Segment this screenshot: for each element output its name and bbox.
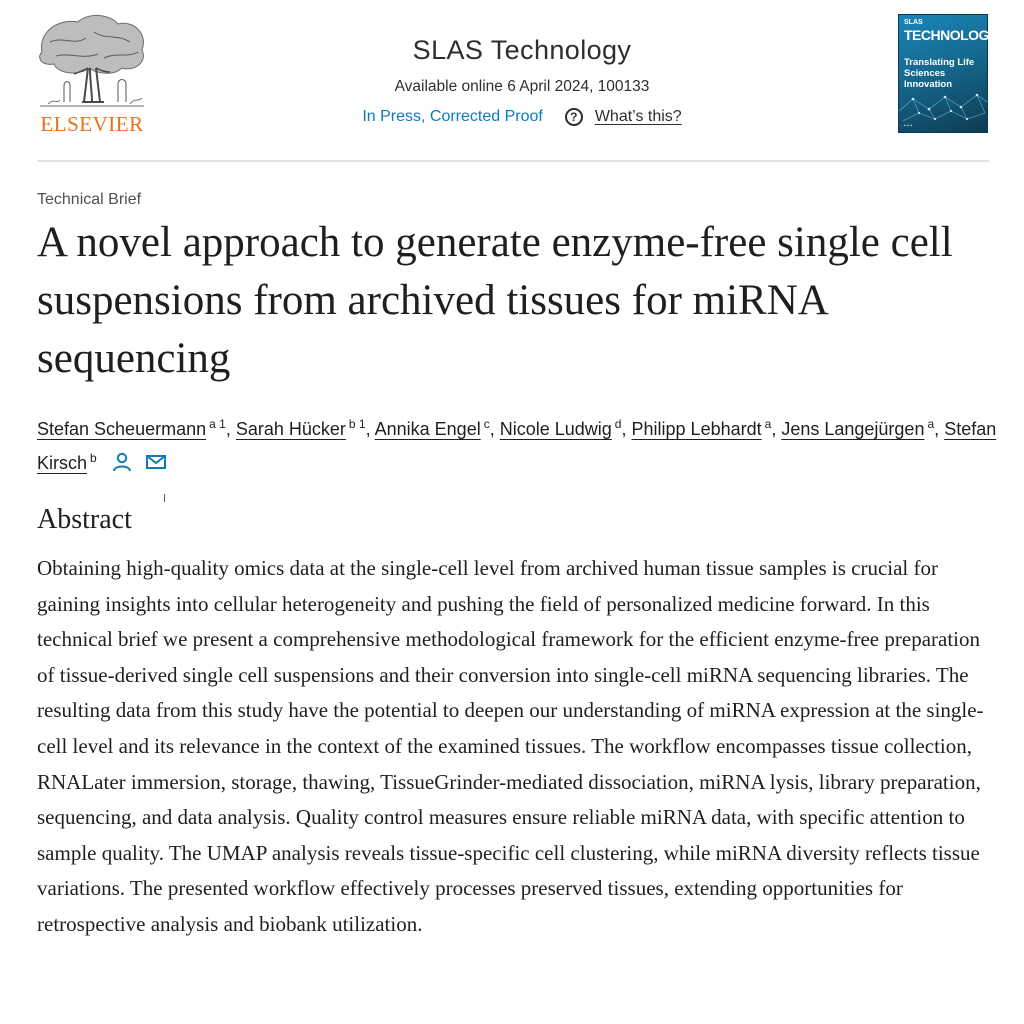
journal-title[interactable]: SLAS Technology	[412, 35, 632, 65]
person-icon[interactable]	[111, 451, 133, 473]
author-affiliation-marker: b 1	[348, 417, 366, 431]
author-contact-icons	[111, 451, 167, 473]
author-separator: ,	[225, 419, 231, 439]
text-cursor-mark	[164, 494, 165, 502]
author-affiliation-marker: a	[927, 417, 935, 431]
author-entry	[236, 419, 371, 439]
author-separator: ,	[621, 419, 627, 439]
author-name-link[interactable]: Jens Langejürgen	[781, 419, 925, 439]
author-separator: ,	[934, 419, 940, 439]
envelope-icon[interactable]	[145, 453, 167, 471]
author-entry	[375, 419, 495, 439]
author-entry	[632, 419, 777, 439]
author-affiliation-marker: a	[764, 417, 772, 431]
header-divider	[37, 160, 989, 162]
author-affiliation-marker: a 1	[209, 417, 226, 431]
author-name-link[interactable]: Nicole Ludwig	[499, 419, 612, 439]
in-press-link[interactable]: In Press, Corrected Proof	[362, 108, 543, 125]
article-type: Technical Brief	[37, 191, 142, 208]
abstract-heading: Abstract	[37, 504, 132, 535]
cover-brand: SLAS	[904, 19, 923, 26]
cover-footer-marks: ▪ ▪ ▪	[904, 123, 913, 129]
article-header	[0, 0, 1024, 162]
help-circle-icon[interactable]: ?	[565, 108, 583, 126]
author-separator: ,	[489, 419, 495, 439]
author-affiliation-marker: d	[614, 417, 622, 431]
author-name-link[interactable]: Sarah Hücker	[235, 419, 346, 439]
article-status	[262, 106, 782, 128]
author-entry	[781, 419, 939, 439]
author-separator: ,	[365, 419, 371, 439]
author-name-link[interactable]: Stefan Kirsch	[37, 419, 997, 473]
elsevier-tree-logo	[34, 12, 150, 110]
author-separator: ,	[771, 419, 777, 439]
elsevier-wordmark: ELSEVIER	[40, 112, 144, 136]
author-name-link[interactable]: Stefan Scheuermann	[37, 419, 207, 439]
journal-cover-image[interactable]	[898, 14, 998, 133]
cover-journal-name: TECHNOLOGY	[904, 27, 998, 43]
whats-this-link[interactable]: What’s this?	[594, 108, 682, 125]
author-entry	[37, 419, 231, 439]
elsevier-logo[interactable]	[34, 12, 150, 138]
availability-date: Available online 6 April 2024, 100133	[394, 78, 650, 95]
author-list	[37, 412, 997, 480]
author-name-link[interactable]: Philipp Lebhardt	[631, 419, 762, 439]
abstract-body: Obtaining high-quality omics data at the single-cell level from archived human tissue samples is crucial for gaining insights into cellular heterogeneity and pushing the field of personalized medicine forward. In this technical brief we present a comprehensive methodological framework for the efficient enzyme-free preparation of tissue-derived single cell suspensions and their conversion into single-cell miRNA sequencing libraries. The resulting data from this study have the potential to deepen our understanding of miRNA expression at the single-cell level and its relevance in the context of the examined tissues. The workflow encompasses tissue collection, RNALater immersion, storage, thawing, TissueGrinder-mediated dissociation, miRNA lysis, library preparation, sequencing, and data analysis. Quality control measures ensure reliable miRNA data, with specific attention to sample quality. The UMAP analysis reveals tissue-specific cell clustering, while miRNA diversity reflects tissue variations. The presented workflow effectively processes preserved tissues, extending opportunities for retrospective analysis and biobank utilization.	[37, 556, 984, 936]
author-name-link[interactable]: Annika Engel	[374, 419, 481, 439]
author-affiliation-marker: b	[90, 451, 97, 465]
cover-subtitle: Translating Life Sciences Innovation	[904, 57, 975, 90]
article-title: A novel approach to generate enzyme-free single cell suspensions from archived tissues for miRNA sequencing	[37, 219, 953, 382]
journal-info	[262, 30, 782, 128]
author-entry	[500, 419, 627, 439]
author-affiliation-marker: c	[483, 417, 490, 431]
cover-network-art	[899, 91, 989, 123]
